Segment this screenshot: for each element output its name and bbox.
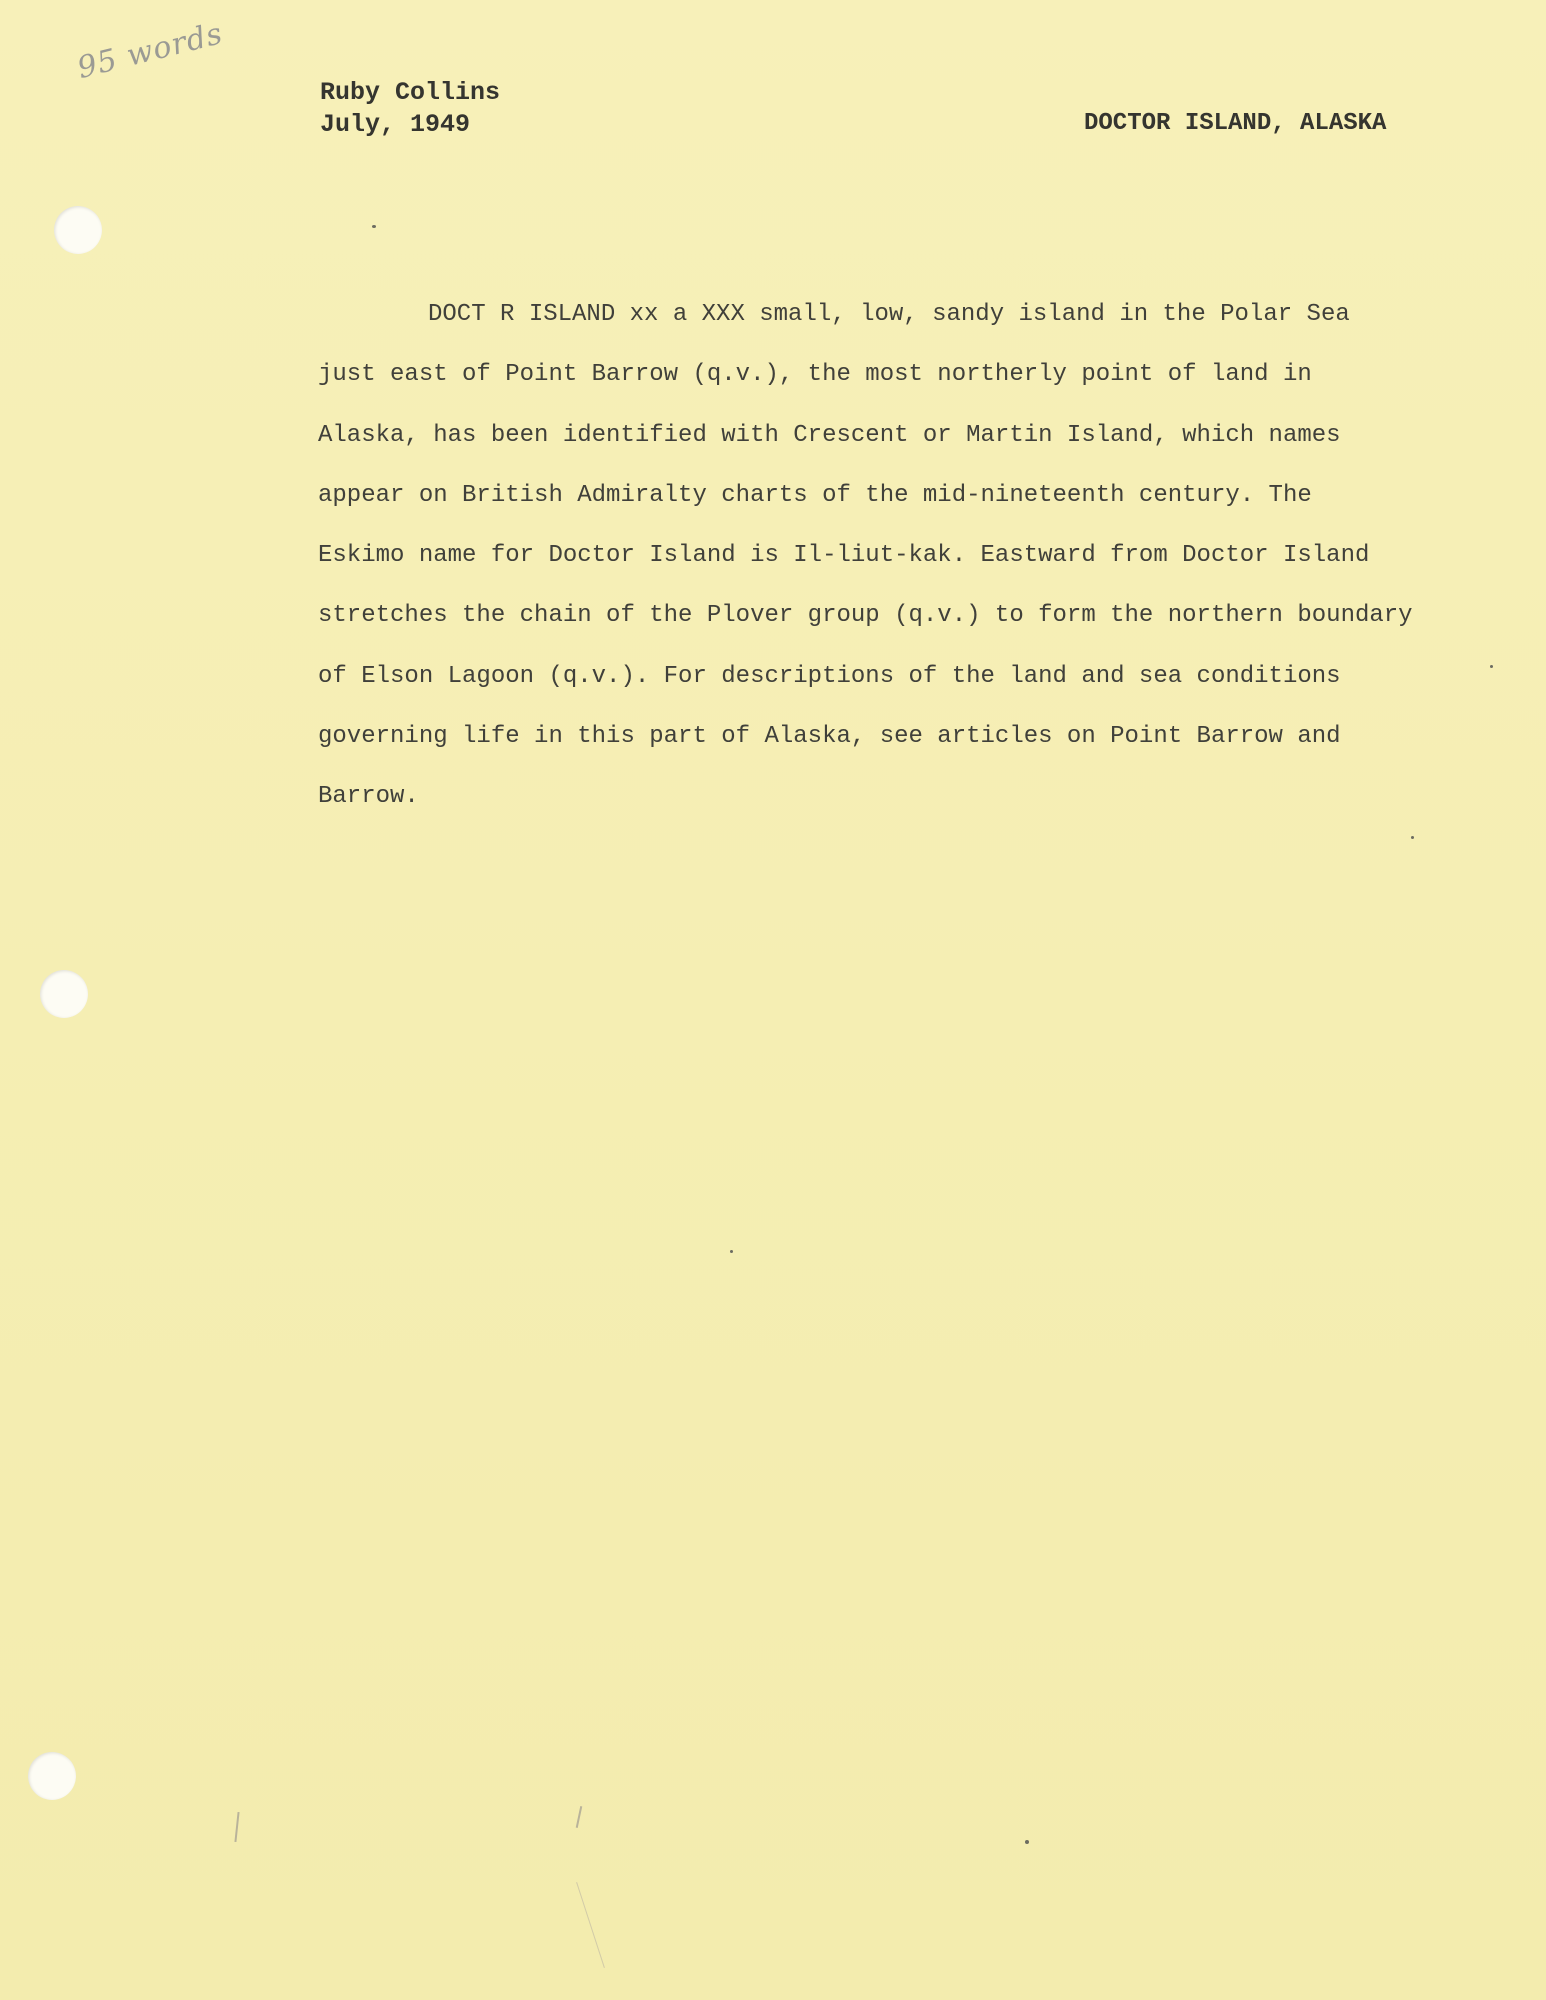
article-body	[318, 285, 1498, 828]
body-line: governing life in this part of Alaska, see articles on Point Barrow and	[318, 723, 1341, 751]
document-title: DOCTOR ISLAND, ALASKA	[1084, 110, 1387, 137]
paper-mark	[576, 1882, 605, 1968]
paper-mark	[234, 1812, 239, 1842]
punch-hole-bottom	[28, 1752, 76, 1800]
document-date: July, 1949	[320, 110, 471, 139]
body-line: Barrow.	[318, 783, 419, 811]
paper-speck	[1490, 665, 1493, 668]
body-line: stretches the chain of the Plover group (q.v.) to form the northern boundary	[318, 602, 1413, 630]
paper-speck	[1025, 1840, 1029, 1844]
body-line: Alaska, has been identified with Crescent or Martin Island, which names	[318, 421, 1341, 449]
body-line: appear on British Admiralty charts of the mid-nineteenth century. The	[318, 481, 1312, 509]
body-line: Eskimo name for Doctor Island is Il-liut-kak. Eastward from Doctor Island	[318, 542, 1370, 570]
author-name: Ruby Collins	[320, 78, 501, 107]
paper-speck	[730, 1250, 733, 1253]
body-line: just east of Point Barrow (q.v.), the most northerly point of land in	[318, 361, 1312, 389]
punch-hole-top	[54, 206, 102, 254]
punch-hole-middle	[40, 970, 88, 1018]
body-line: of Elson Lagoon (q.v.). For descriptions of the land and sea conditions	[318, 662, 1341, 690]
handwritten-word-count: 95 words	[74, 16, 227, 86]
paper-speck	[372, 225, 376, 228]
paper-mark	[576, 1806, 583, 1828]
paper-speck	[1411, 836, 1414, 839]
body-line: DOCT R ISLAND xx a XXX small, low, sandy island in the Polar Sea	[428, 301, 1350, 328]
